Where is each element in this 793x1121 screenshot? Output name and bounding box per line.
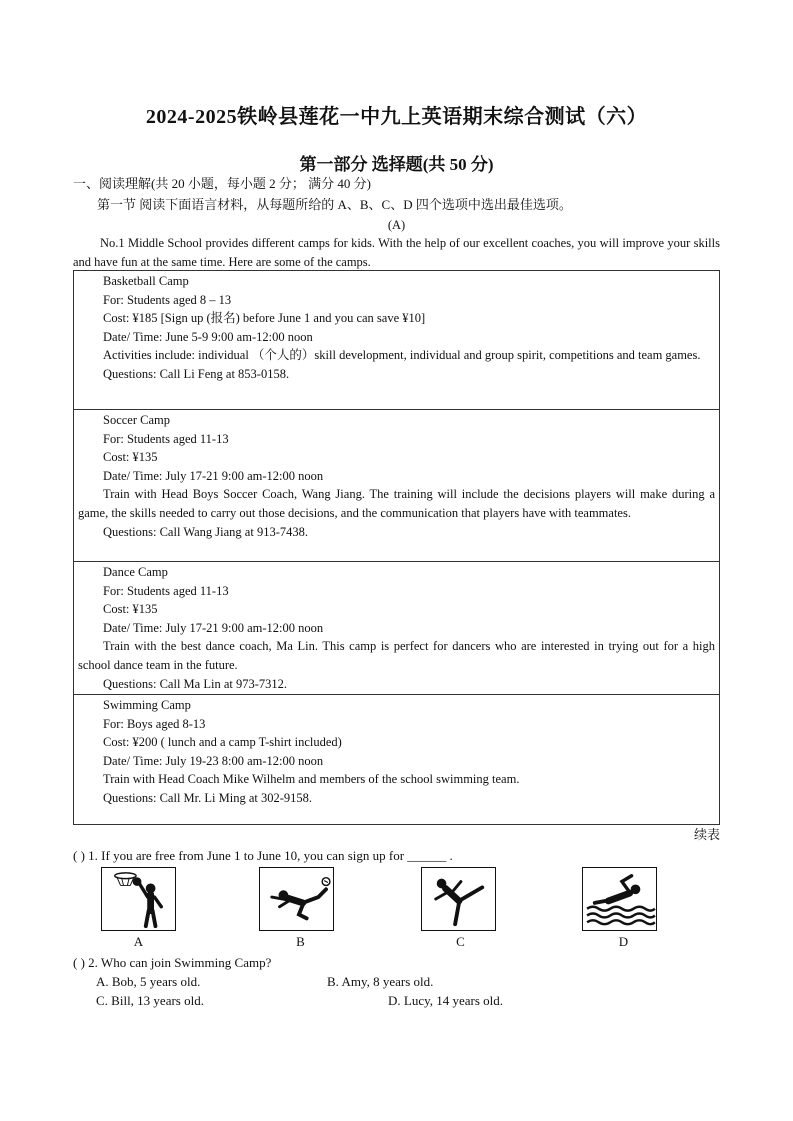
continued-label: 续表 bbox=[693, 827, 720, 842]
camp-desc: Activities include: individual （个人的）skill development, individual and group spirit, competitions and team games. bbox=[103, 348, 701, 363]
option-b-picture bbox=[259, 867, 334, 931]
camp-cell-basketball bbox=[74, 271, 719, 410]
camp-for: For: Boys aged 8-13 bbox=[103, 716, 206, 731]
camp-cost: Cost: ¥135 bbox=[103, 602, 158, 617]
camp-questions: Questions: Call Wang Jiang at 913-7438. bbox=[103, 524, 308, 539]
option-a-picture bbox=[101, 867, 176, 931]
camp-date: Date/ Time: July 17-21 9:00 am-12:00 noon bbox=[103, 620, 324, 635]
swimmer-icon bbox=[583, 868, 656, 930]
question-2-option-b: B. Amy, 8 years old. bbox=[327, 974, 434, 989]
option-c-picture bbox=[421, 867, 496, 931]
camp-cost: Cost: ¥135 bbox=[103, 450, 158, 465]
question-1-stem: ( ) 1. If you are free from June 1 to June 10, you can sign up for ______ . bbox=[73, 848, 453, 863]
option-c-label: C bbox=[456, 934, 465, 949]
option-b-label: B bbox=[296, 934, 305, 949]
part-title: 第一部分 选择题(共 50 分) bbox=[299, 155, 494, 174]
camp-date: Date/ Time: July 19-23 8:00 am-12:00 noon bbox=[103, 753, 324, 768]
camp-cost: Cost: ¥185 [Sign up (报名) before June 1 and you can save ¥10] bbox=[103, 311, 426, 326]
section-instruction: 第一节 阅读下面语言材料，从每题所给的 A、B、C、D 四个选项中选出最佳选项。 bbox=[97, 197, 572, 212]
camp-for: For: Students aged 8 – 13 bbox=[103, 292, 232, 307]
camps-table bbox=[73, 270, 720, 825]
camp-questions: Questions: Call Li Feng at 853-0158. bbox=[103, 366, 290, 381]
camp-for: For: Students aged 11-13 bbox=[103, 583, 229, 598]
camp-desc: Train with Head Boys Soccer Coach, Wang Jiang. The training will include the decisions players will make during a game, the skills needed to carry out those decisions, and the communication that players have with teammates. bbox=[78, 487, 715, 520]
option-d-label: D bbox=[618, 934, 629, 949]
option-d-picture bbox=[582, 867, 657, 931]
camp-name: Soccer Camp bbox=[103, 413, 170, 427]
dancer-icon bbox=[422, 868, 495, 930]
passage-intro: No.1 Middle School provides different camps for kids. With the help of our excellent coaches, you will improve your skills and have fun at the same time. Here are some of the camps. bbox=[73, 236, 720, 269]
camp-name: Dance Camp bbox=[103, 565, 168, 579]
camp-desc: Train with the best dance coach, Ma Lin. This camp is perfect for dancers who are interested in trying out for a high school dance team in the future. bbox=[78, 639, 715, 672]
camp-desc: Train with Head Coach Mike Wilhelm and members of the school swimming team. bbox=[103, 772, 520, 787]
exam-title: 2024-2025铁岭县莲花一中九上英语期末综合测试（六） bbox=[145, 106, 648, 128]
basketball-player-icon bbox=[102, 868, 175, 930]
question-2-option-c: C. Bill, 13 years old. bbox=[96, 993, 204, 1008]
question-2-stem: ( ) 2. Who can join Swimming Camp? bbox=[73, 955, 272, 970]
camp-questions: Questions: Call Mr. Li Ming at 302-9158. bbox=[103, 790, 313, 805]
passage-label: (A) bbox=[387, 218, 406, 232]
section-heading: 一、阅读理解(共 20 小题，每小题 2 分； 满分 40 分) bbox=[73, 176, 371, 191]
camp-cell-dance bbox=[74, 562, 719, 695]
camp-for: For: Students aged 11-13 bbox=[103, 431, 229, 446]
camp-cell-swimming bbox=[74, 695, 719, 824]
question-2-option-d: D. Lucy, 14 years old. bbox=[388, 993, 504, 1008]
camp-cell-soccer bbox=[74, 410, 719, 562]
camp-questions: Questions: Call Ma Lin at 973-7312. bbox=[103, 676, 288, 691]
camp-cost: Cost: ¥200 ( lunch and a camp T-shirt included) bbox=[103, 735, 342, 750]
camp-date: Date/ Time: June 5-9 9:00 am-12:00 noon bbox=[103, 329, 313, 344]
question-2-option-a: A. Bob, 5 years old. bbox=[96, 974, 201, 989]
soccer-player-icon bbox=[260, 868, 333, 930]
camp-name: Swimming Camp bbox=[103, 698, 191, 712]
camp-name: Basketball Camp bbox=[103, 274, 189, 288]
option-a-label: A bbox=[133, 934, 144, 949]
camp-date: Date/ Time: July 17-21 9:00 am-12:00 noon bbox=[103, 468, 324, 483]
